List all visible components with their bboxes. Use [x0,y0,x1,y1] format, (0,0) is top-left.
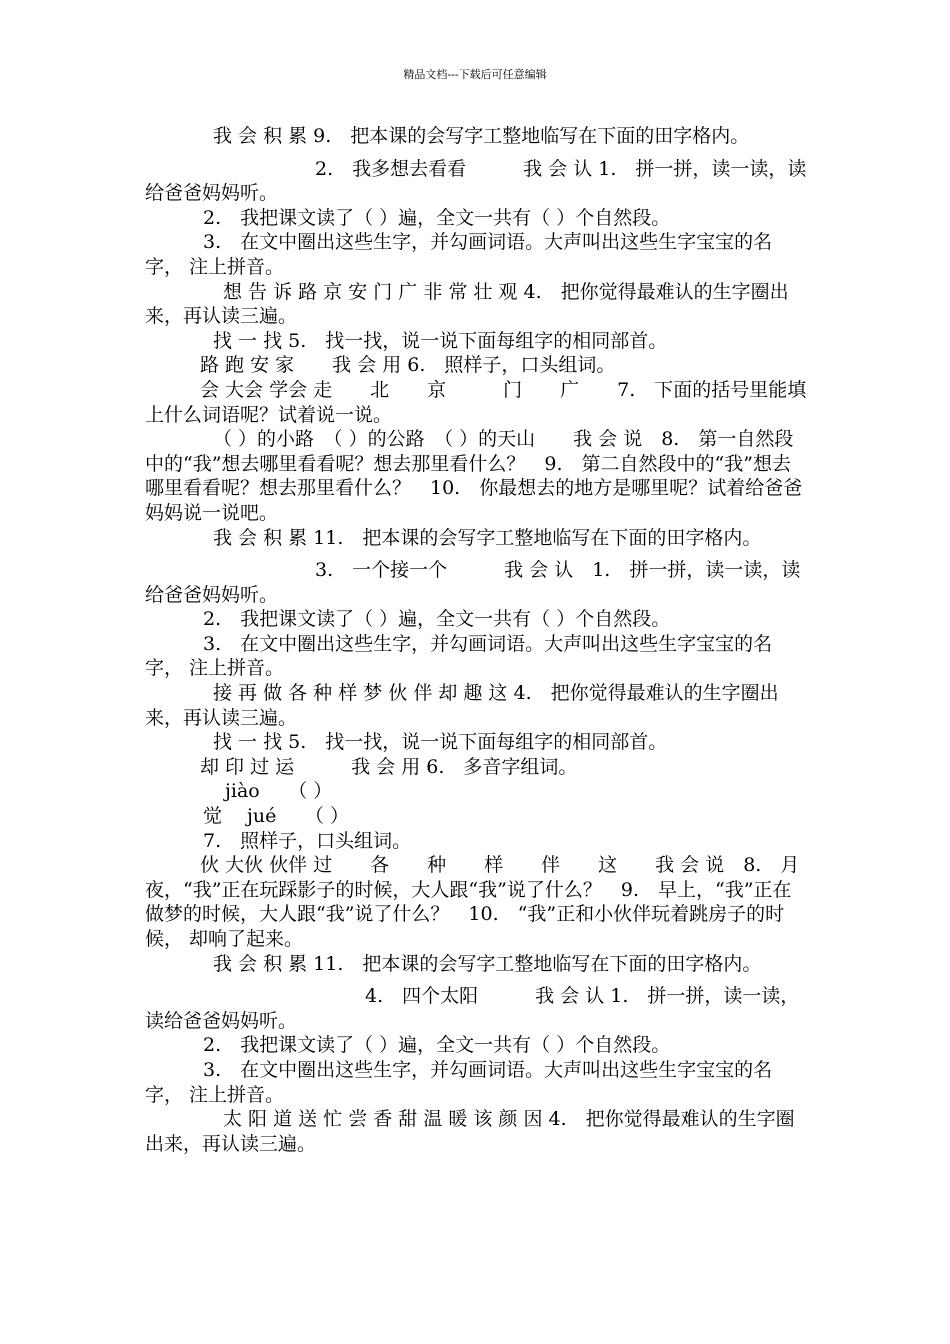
paragraph: 找 一 找 5. 找一找，说一说下面每组字的相同部首。 [213,731,668,754]
paragraph: （ ）的小路 （ ）的公路 （ ）的天山 我 会 说 8. 第一自然段中的“我”想去哪里看看呢？想去那里看什么？ 9. 第二自然段中的“我”想去哪里看看呢？想去那里看什么？ 10. 你最想去的地方是哪里呢？试着给爸爸妈妈说一说吧。 [145,428,803,524]
paragraph: 7. 照样子，口头组词。 [203,829,412,852]
page-header: 精品文档---下载后可任意编辑 [403,68,547,81]
paragraph: 3. 在文中圈出这些生字，并勾画词语。大声叫出这些生字宝宝的名字， 注上拼音。 [145,632,773,680]
pinyin-line: jiào （ ） [225,780,333,803]
paragraph: 3. 在文中圈出这些生字，并勾画词语。大声叫出这些生字宝宝的名字， 注上拼音。 [145,1058,773,1106]
paragraph: 却 印 过 运 我 会 用 6. 多音字组词。 [200,755,578,778]
paragraph: 我 会 积 累 11. 把本课的会写字工整地临写在下面的田字格内。 [213,952,762,975]
paragraph: 会 大会 学会 走 北 京 门 广 7. 下面的括号里能填上什么词语呢？试着说一说。 [145,378,807,426]
paragraph: 我 会 积 累 11. 把本课的会写字工整地临写在下面的田字格内。 [213,526,762,549]
paragraph: 路 跑 安 家 我 会 用 6. 照样子，口头组词。 [200,354,616,377]
pinyin-line: 觉 jué （ ） [203,805,349,828]
paragraph: 接 再 做 各 种 样 梦 伙 伴 却 趣 这 4. 把你觉得最难认的生字圈出来，再认读三遍。 [145,682,779,729]
paragraph: 2. 我把课文读了（ ）遍，全文一共有（ ）个自然段。 [203,608,671,631]
paragraph: 2. 我把课文读了（ ）遍，全文一共有（ ）个自然段。 [203,1034,671,1057]
paragraph: 3. 在文中圈出这些生字，并勾画词语。大声叫出这些生字宝宝的名字， 注上拼音。 [145,231,773,278]
paragraph: 伙 大伙 伙伴 过 各 种 样 伴 这 我 会 说 8. 月夜，“我”正在玩踩影子的时候，大人跟“我”说了什么？ 9. 早上，“我”正在做梦的时候，大人跟“我”说了什么？ 10. “我”正和小伙伴玩着跳房子的时候， 却响了起来。 [145,854,800,950]
lesson-heading-2: 2. 我多想去看看 我 会 认 1. 拼一拼，读一读，读给爸爸妈妈听。 [145,157,807,205]
lesson-heading-3: 3. 一个接一个 我 会 认 1. 拼一拼，读一读，读给爸爸妈妈听。 [145,559,801,606]
document-body [145,124,807,1156]
paragraph: 2. 我把课文读了（ ）遍，全文一共有（ ）个自然段。 [203,206,671,229]
paragraph: 找 一 找 5. 找一找，说一说下面每组字的相同部首。 [213,329,668,352]
paragraph: 太 阳 道 送 忙 尝 香 甜 温 暖 该 颜 因 4. 把你觉得最难认的生字圈出来，再认读三遍。 [145,1108,795,1155]
lesson-heading-4: 4. 四个太阳 我 会 认 1. 拼一拼，读一读，读给爸爸妈妈听。 [145,985,800,1032]
paragraph: 我 会 积 累 9. 把本课的会写字工整地临写在下面的田字格内。 [213,125,750,147]
paragraph: 想 告 诉 路 京 安 门 广 非 常 壮 观 4. 把你觉得最难认的生字圈出来，再认读三遍。 [145,280,789,328]
